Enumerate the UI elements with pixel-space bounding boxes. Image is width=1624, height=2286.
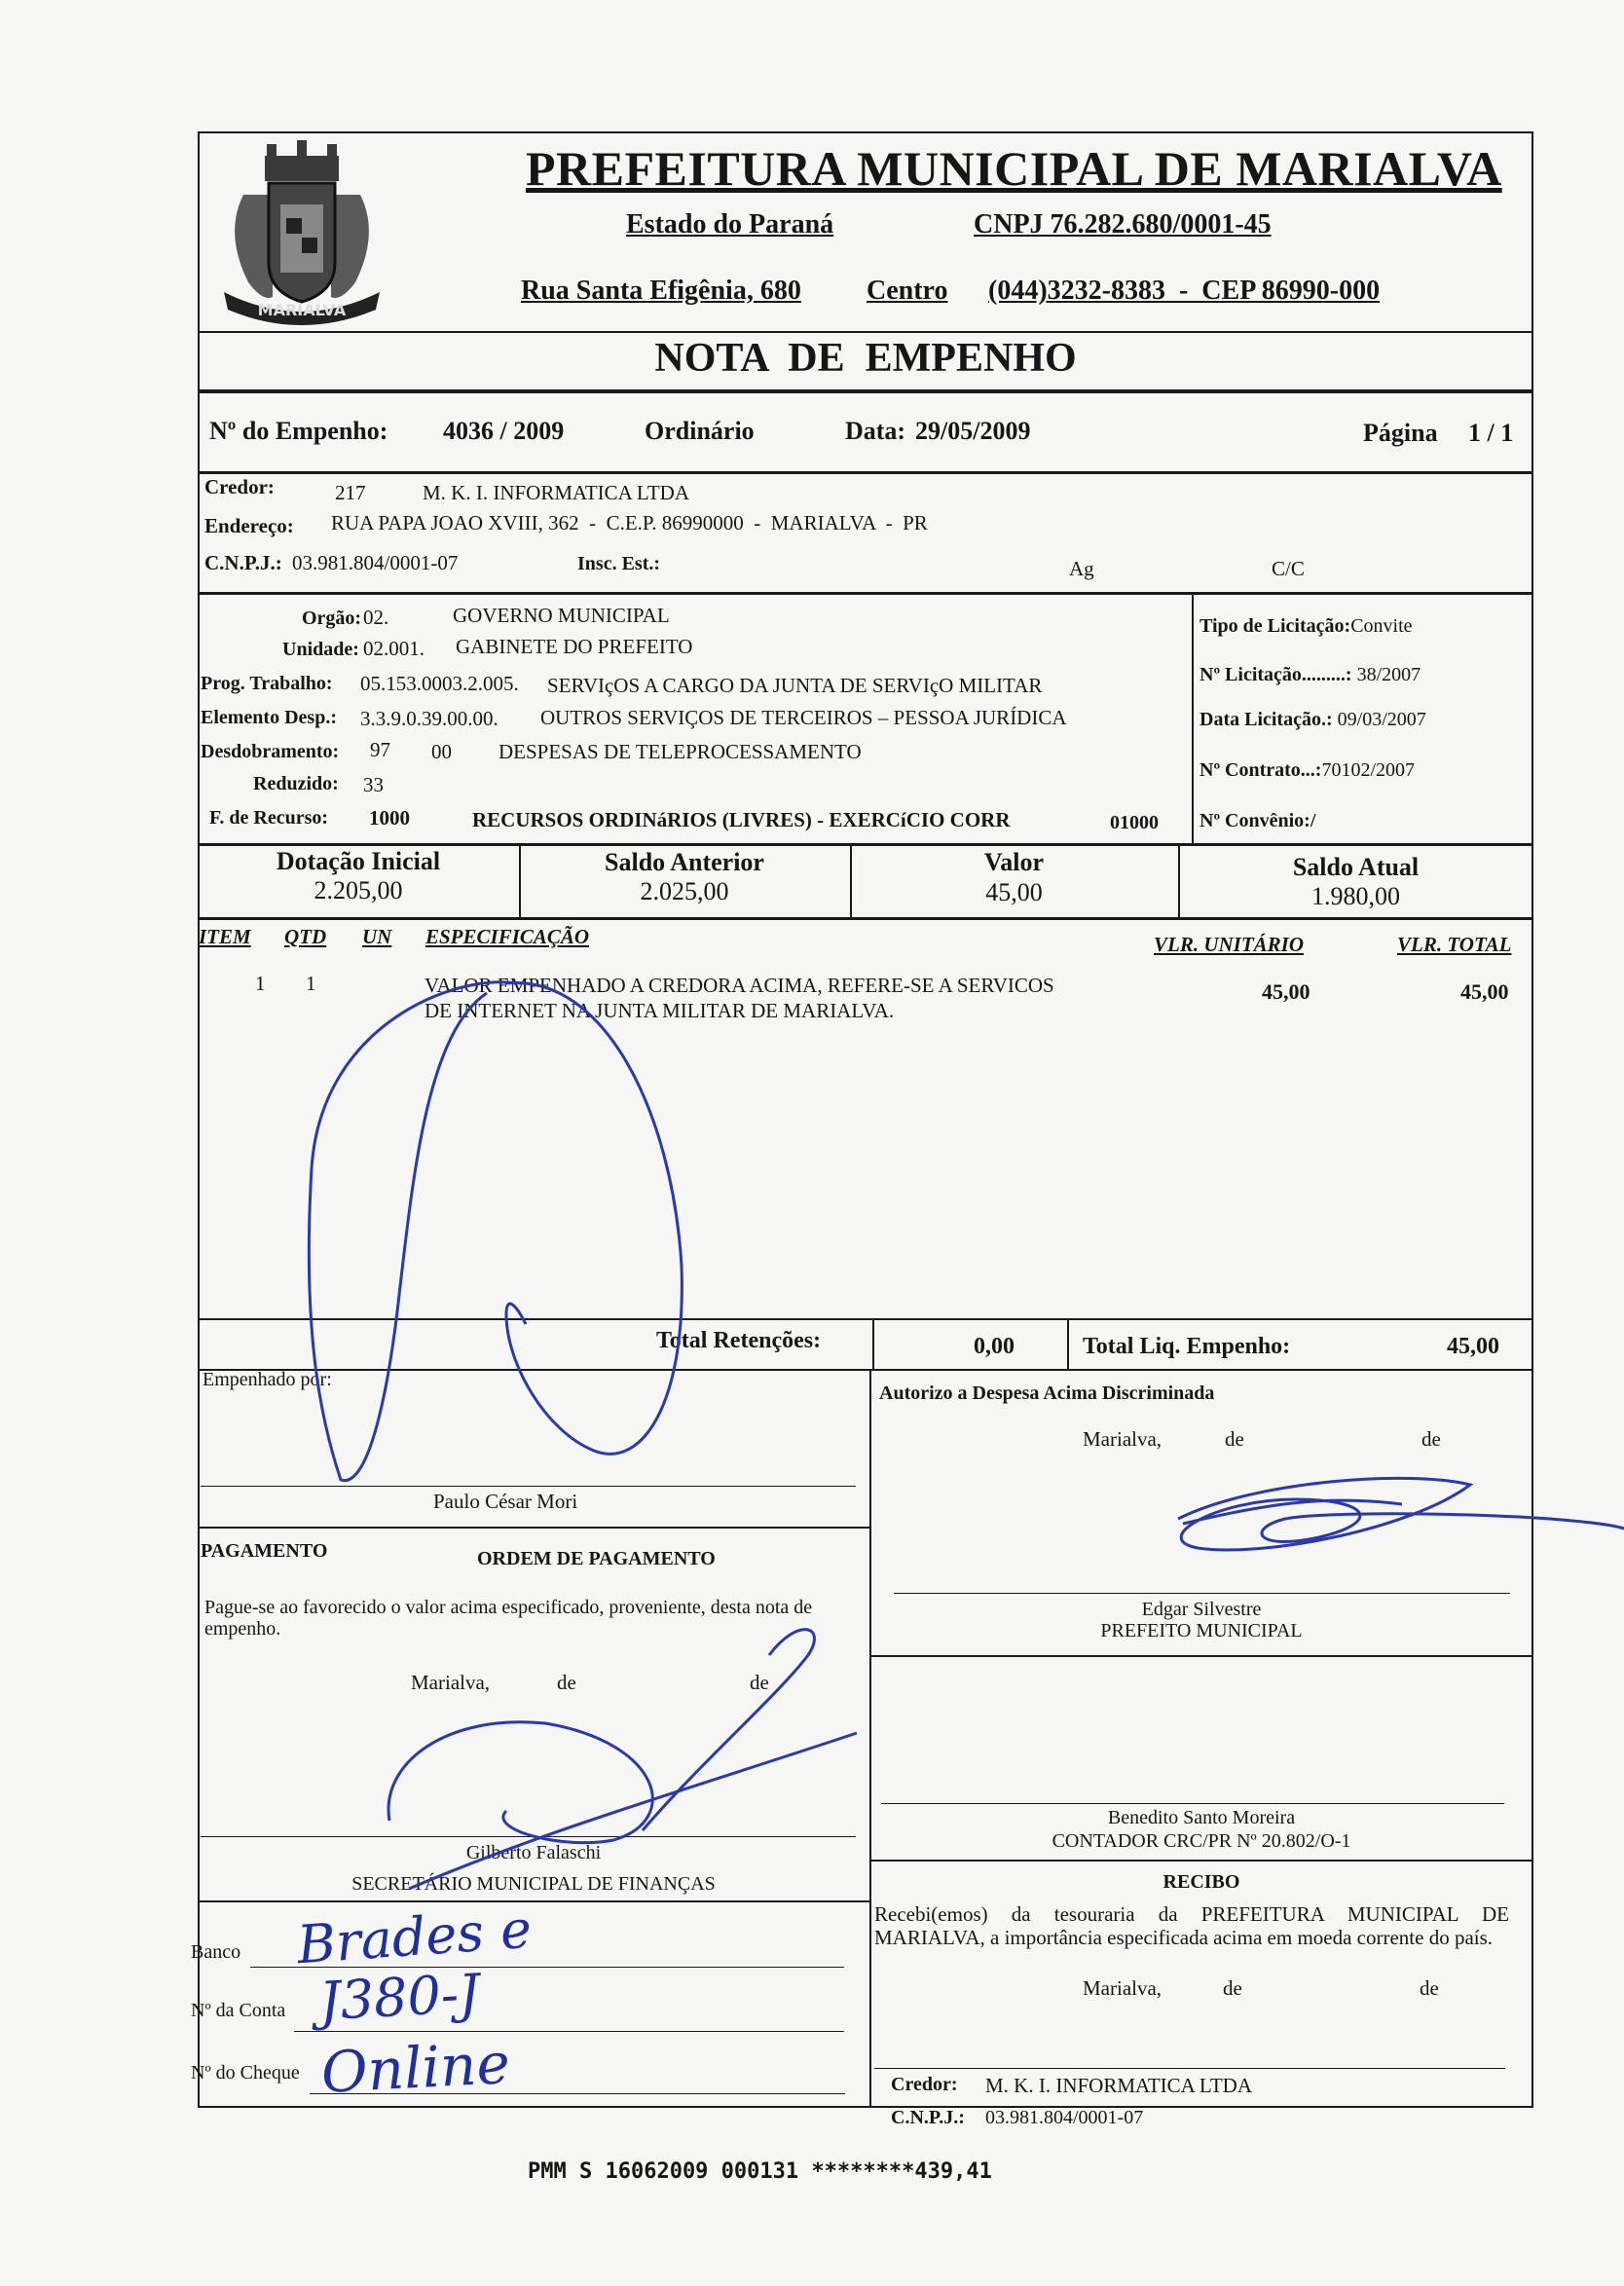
row-qtd: 1 <box>306 972 316 995</box>
credor-address: RUA PAPA JOAO XVIII, 362 - C.E.P. 86990000 - MARIALVA - PR <box>331 511 928 535</box>
elemento-label: Elemento Desp.: <box>201 707 337 728</box>
municipal-crest <box>204 136 399 331</box>
row-unit-value: 45,00 <box>1262 979 1310 1004</box>
desdob-name: DESPESAS DE TELEPROCESSAMENTO <box>498 740 862 763</box>
autorizo-de2: de <box>1421 1427 1441 1451</box>
unidade-code: 02.001. <box>363 637 424 660</box>
cheque-handwriting: Online <box>319 2029 512 2107</box>
recibo-credor: M. K. I. INFORMATICA LTDA <box>985 2074 1252 2097</box>
prog-code: 05.153.0003.2.005. <box>360 672 519 695</box>
recurso-name: RECURSOS ORDINáRIOS (LIVRES) - EXERCíCIO CORR <box>472 808 1011 831</box>
prog-name: SERVIçOS A CARGO DA JUNTA DE SERVIçO MILITAR <box>547 674 1043 697</box>
empenho-type: Ordinário <box>645 417 755 445</box>
empenho-label: Nº do Empenho: <box>209 417 388 445</box>
recurso-code: 1000 <box>369 806 410 830</box>
col-qtd: QTD <box>284 925 327 948</box>
recurso-label: F. de Recurso: <box>209 807 329 829</box>
municipality-title: PREFEITURA MUNICIPAL DE MARIALVA <box>526 141 1502 196</box>
contrato-number: Nº Contrato...:70102/2007 <box>1200 759 1416 781</box>
liquido-label: Total Liq. Empenho: <box>1083 1334 1291 1359</box>
recibo-de2: de <box>1420 1976 1439 2000</box>
col-un: UN <box>362 925 392 948</box>
empenho-date-label: Data: <box>845 417 906 445</box>
unidade-name: GABINETE DO PREFEITO <box>456 635 693 658</box>
document-title: NOTA DE EMPENHO <box>654 336 1077 381</box>
recibo-cnpj: 03.981.804/0001-07 <box>985 2107 1144 2128</box>
insc-label: Insc. Est.: <box>577 553 661 574</box>
prefeito-name: Edgar Silvestre <box>1141 1599 1262 1620</box>
banco-handwriting: Brades e <box>295 1898 534 1976</box>
header-address: Rua Santa Efigênia, 680 <box>521 276 801 306</box>
empenho-number: 4036 / 2009 <box>443 417 565 445</box>
prog-label: Prog. Trabalho: <box>201 673 333 694</box>
credor-code: 217 <box>335 481 366 504</box>
ordem-pagamento-label: ORDEM DE PAGAMENTO <box>477 1548 716 1569</box>
retencoes-label: Total Retenções: <box>656 1328 822 1353</box>
empenhado-label: Empenhado por: <box>203 1369 332 1390</box>
desdob-sub: 00 <box>431 740 452 763</box>
saldo-anterior-label: Saldo Anterior <box>605 848 764 876</box>
empenhado-name: Paulo César Mori <box>433 1490 578 1513</box>
autorizo-place: Marialva, <box>1083 1427 1163 1451</box>
conta-label: Nº da Conta <box>191 2000 286 2021</box>
reduzido-label: Reduzido: <box>253 773 339 794</box>
recibo-credor-label: Credor: <box>891 2074 958 2095</box>
page-label: Página <box>1363 419 1438 447</box>
row-total-value: 45,00 <box>1460 979 1509 1004</box>
secretario-name: Gilberto Falaschi <box>465 1842 602 1863</box>
state-name: Estado do Paraná <box>626 209 834 240</box>
unidade-label: Unidade: <box>282 639 359 660</box>
desdob-code: 97 <box>370 738 390 761</box>
credor-label: Credor: <box>204 475 275 498</box>
prefeito-role: PREFEITO MUNICIPAL <box>1100 1620 1303 1641</box>
orgao-name: GOVERNO MUNICIPAL <box>453 604 670 627</box>
valor-value: 45,00 <box>985 878 1043 906</box>
row-spec-line1: VALOR EMPENHADO A CREDORA ACIMA, REFERE-SE A SERVICOS <box>424 974 1054 997</box>
col-total-value: VLR. TOTAL <box>1397 933 1512 956</box>
header-district: Centro <box>867 276 948 306</box>
licitacao-type-label: Tipo de Licitação:Convite <box>1200 615 1413 637</box>
secretario-role: SECRETÁRIO MUNICIPAL DE FINANÇAS <box>351 1873 716 1895</box>
crest-icon <box>204 136 399 331</box>
recibo-de1: de <box>1223 1976 1242 2000</box>
recibo-label: RECIBO <box>1163 1871 1240 1893</box>
svg-text:MARIALVA: MARIALVA <box>257 301 347 319</box>
pagamento-de1: de <box>557 1671 576 1694</box>
licitacao-date: Data Licitação.: 09/03/2007 <box>1200 709 1426 730</box>
retencoes-value: 0,00 <box>974 1334 1015 1359</box>
recibo-cnpj-label: C.N.P.J.: <box>891 2107 965 2128</box>
orgao-label: Orgão: <box>302 608 362 629</box>
recibo-place: Marialva, <box>1083 1976 1163 2000</box>
recurso-sub: 01000 <box>1110 812 1159 833</box>
header-cnpj: CNPJ 76.282.680/0001-45 <box>974 209 1272 240</box>
saldo-anterior-value: 2.025,00 <box>640 877 729 905</box>
empenho-date: 29/05/2009 <box>915 417 1031 445</box>
credor-name: M. K. I. INFORMATICA LTDA <box>423 481 689 504</box>
contador-role: CONTADOR CRC/PR Nº 20.802/O-1 <box>1052 1830 1351 1852</box>
row-item: 1 <box>255 972 266 995</box>
dotacao-value: 2.205,00 <box>314 876 403 904</box>
contador-name: Benedito Santo Moreira <box>1107 1807 1296 1828</box>
elemento-code: 3.3.9.0.39.00.00. <box>360 707 498 730</box>
autorizo-de1: de <box>1225 1427 1244 1451</box>
cc-label: C/C <box>1272 557 1305 580</box>
liquido-value: 45,00 <box>1447 1334 1499 1359</box>
licitacao-number: Nº Licitação.........: 38/2007 <box>1200 664 1421 685</box>
pagamento-text: Pague-se ao favorecido o valor acima especificado, proveniente, desta nota de empenho. <box>204 1597 813 1640</box>
credor-cnpj: 03.981.804/0001-07 <box>292 551 459 574</box>
col-spec: ESPECIFICAÇÃO <box>425 925 590 948</box>
saldo-atual-value: 1.980,00 <box>1311 882 1400 910</box>
pagamento-place: Marialva, <box>411 1671 491 1694</box>
page-number: 1 / 1 <box>1468 419 1514 447</box>
reduzido-value: 33 <box>363 773 384 796</box>
orgao-code: 02. <box>363 606 389 629</box>
pagamento-label: PAGAMENTO <box>201 1540 328 1562</box>
header-phone-cep: (044)3232-8383 - CEP 86990-000 <box>988 276 1381 306</box>
col-unit-value: VLR. UNITÁRIO <box>1154 933 1305 956</box>
elemento-name: OUTROS SERVIÇOS DE TERCEIROS – PESSOA JURÍDICA <box>540 706 1067 729</box>
credor-cnpj-label: C.N.P.J.: <box>204 551 282 574</box>
ag-label: Ag <box>1069 557 1094 580</box>
convenio-label: Nº Convênio:/ <box>1200 810 1316 831</box>
col-item: ITEM <box>199 925 251 948</box>
payment-stamp: PMM S 16062009 000131 ********439,41 <box>528 2159 992 2184</box>
autorizo-label: Autorizo a Despesa Acima Discriminada <box>879 1383 1215 1404</box>
desdob-label: Desdobramento: <box>201 741 340 762</box>
row-spec-line2: DE INTERNET NA JUNTA MILITAR DE MARIALVA. <box>424 999 895 1022</box>
valor-label: Valor <box>983 848 1045 876</box>
dotacao-label: Dotação Inicial <box>276 847 441 875</box>
conta-handwriting: J380-J <box>317 1962 482 2033</box>
saldo-atual-label: Saldo Atual <box>1292 853 1420 881</box>
address-label: Endereço: <box>204 514 294 537</box>
cheque-label: Nº do Cheque <box>191 2062 300 2083</box>
banco-label: Banco <box>191 1941 241 1963</box>
recibo-text: Recebi(emos) da tesouraria da PREFEITURA MUNICIPAL DE MARIALVA, a importância especificada acima em moeda corrente do país. <box>874 1902 1509 1949</box>
pagamento-de2: de <box>750 1671 769 1694</box>
